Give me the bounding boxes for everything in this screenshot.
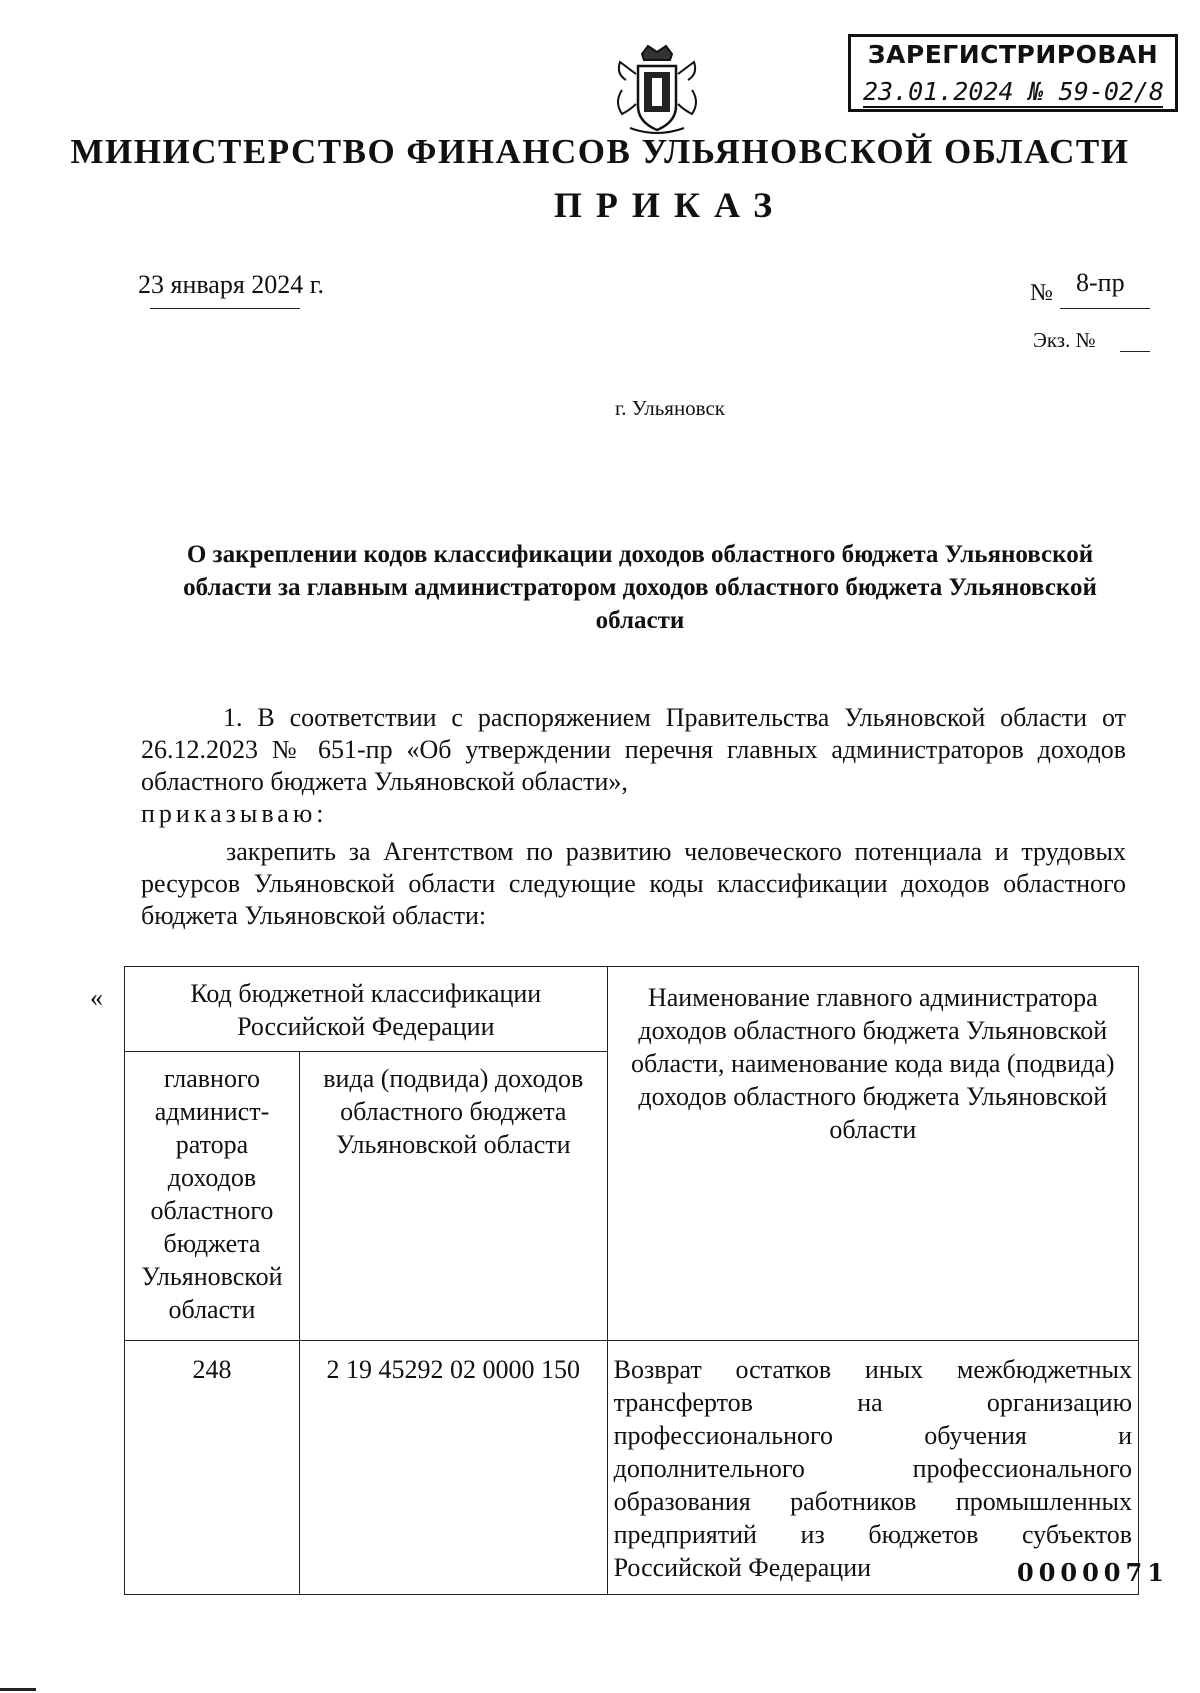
cell-description: Возврат остатков иных межбюджетных трансфертов на организацию профессионального обучения и дополнительного профессионального образования работников промышленных предприятий из бюджетов субъектов Российской Федерации — [607, 1341, 1138, 1595]
cell-admin-code: 248 — [125, 1341, 300, 1595]
document-type: ПРИКАЗ — [553, 185, 787, 225]
header-admin-code: главного админист-ратора доходов областного бюджета Ульяновской области — [125, 1052, 300, 1341]
copy-number-label: Экз. № — [1033, 328, 1096, 352]
copy-number-underline — [1120, 351, 1150, 352]
registration-stamp — [848, 34, 1178, 112]
page-code: 0000071 — [1017, 1558, 1169, 1587]
cell-kind-code: 2 19 45292 02 0000 150 — [299, 1341, 607, 1595]
number-label: № — [1030, 280, 1053, 306]
number-underline — [1060, 308, 1150, 309]
stamp-title: ЗАРЕГИСТРИРОВАН — [867, 40, 1159, 69]
classification-table — [124, 966, 1139, 1595]
header-kind-code: вида (подвида) доходов областного бюджета Ульяновской области — [299, 1052, 607, 1341]
order-word: приказываю: — [141, 799, 328, 828]
stamp-registration-number: 23.01.2024 № 59-02/8 — [863, 77, 1165, 106]
ministry-name: МИНИСТЕРСТВО ФИНАНСОВ УЛЬЯНОВСКОЙ ОБЛАСТИ — [70, 132, 1130, 171]
document-date: 23 января 2024 г. — [138, 270, 325, 299]
footer-mark — [0, 1688, 36, 1691]
document-subject: О закреплении кодов классификации доходов областного бюджета Ульяновской области за главным администратором доходов областного бюджета Ульяновской области — [183, 541, 1097, 634]
paragraph-1 — [141, 702, 1126, 830]
document-number: 8-пр — [1076, 268, 1125, 297]
header-code-group: Код бюджетной классификации Российской Федерации — [125, 967, 608, 1052]
table-row — [125, 1341, 1139, 1595]
paragraph-2: закрепить за Агентством по развитию человеческого потенциала и трудовых ресурсов Ульяновской области следующие коды классификации доходов областного бюджета Ульяновской области: — [141, 837, 1126, 930]
table-header-row — [125, 967, 1139, 1052]
coat-of-arms-icon — [612, 44, 702, 136]
date-underline — [150, 308, 300, 309]
header-name: Наименование главного администратора доходов областного бюджета Ульяновской области, наименование кода вида (подвида) доходов областного бюджета Ульяновской области — [607, 967, 1138, 1341]
paragraph-1-text: 1. В соответствии с распоряжением Правительства Ульяновской области от 26.12.2023 № 651-пр «Об утверждении перечня главных администраторов доходов областного бюджета Ульяновской области», — [141, 703, 1126, 796]
table-open-quote: « — [90, 983, 103, 1012]
city: г. Ульяновск — [614, 396, 725, 420]
